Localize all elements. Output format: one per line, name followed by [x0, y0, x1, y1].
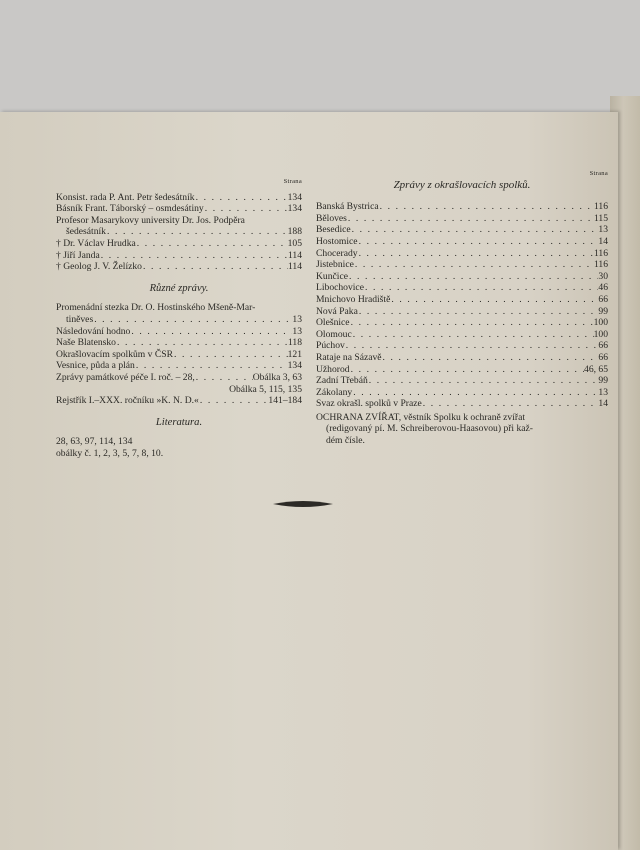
list-item: Svaz okrašl. spolků v Praze . . . 14	[316, 398, 608, 410]
list-item: Púchov . . . 66	[316, 340, 608, 352]
list-item: Hostomice . . . 14	[316, 236, 608, 248]
list-item: Naše Blatensko . . . 118	[56, 337, 302, 349]
list-item: Užhorod . . . 46, 65	[316, 364, 608, 376]
list-item: Jistebnice . . . 116	[316, 259, 608, 271]
list-item: 28, 63, 97, 114, 134	[56, 436, 133, 448]
list-item: Zadní Třebáň . . . 99	[316, 375, 608, 387]
list-item: Kunčice . . . 30	[316, 271, 608, 283]
list-item: Chocerady . . . 116	[316, 248, 608, 260]
right-column	[316, 168, 608, 447]
section-heading-zpravy: Zprávy z okrašlovacích spolků.	[393, 178, 531, 191]
zpravy-list	[316, 201, 608, 410]
list-item: Následování hodno . . . 13	[56, 326, 302, 338]
background-surface	[0, 0, 640, 118]
list-item: Olešnice . . . 100	[316, 317, 608, 329]
list-item: Profesor Masarykovy university Dr. Jos. Podpěra šedesátník . . . 188	[56, 215, 302, 238]
ruzne-list	[56, 302, 302, 406]
list-item: † Geolog J. V. Želízko . . . 114	[56, 261, 302, 273]
list-item: Básník Frant. Táborský – osmdesátiny . . . 134	[56, 203, 302, 215]
list-item: Mnichovo Hradiště . . . 66	[316, 294, 608, 306]
list-item: † Jiří Janda . . . 114	[56, 250, 302, 262]
list-item: † Dr. Václav Hrudka . . . 105	[56, 238, 302, 250]
list-item: Rataje na Sázavě . . . 66	[316, 352, 608, 364]
list-item: Běloves . . . 115	[316, 213, 608, 225]
biography-list	[56, 192, 302, 273]
list-item: Promenádní stezka Dr. O. Hostinského Mšeně-Mar- tiněves . . . 13	[56, 302, 302, 325]
ochrana-paragraph: OCHRANA ZVÍŘAT, věstník Spolku k ochraně zvířat (redigovaný pí. M. Schreiberovou-Haasovou) při kaž- dém čísle.	[316, 411, 534, 447]
list-item: Nová Paka . . . 99	[316, 306, 608, 318]
page-column-label: Strana	[589, 170, 608, 177]
left-column	[56, 176, 302, 459]
list-item: Zákolany . . . 13	[316, 387, 608, 399]
section-heading-literatura: Literatura.	[155, 416, 203, 428]
literatura-list	[56, 436, 302, 459]
list-item: Konsist. rada P. Ant. Petr šedesátník . . . 134	[56, 192, 302, 204]
list-item: Besedice . . . 13	[316, 224, 608, 236]
end-ornament	[272, 497, 334, 511]
list-item: Zprávy památkové péče I. roč. – 28, . . . Obálka 3, 63 Obálka 5, 115, 135	[56, 372, 302, 395]
list-item: Okrašlovacím spolkům v ČSR . . . 121	[56, 349, 302, 361]
list-item: Banská Bystrica . . . 116	[316, 201, 608, 213]
list-item: Libochovice . . . 46	[316, 282, 608, 294]
section-heading-ruzne: Různé zprávy.	[149, 282, 209, 294]
list-item: Olomouc . . . 100	[316, 329, 608, 341]
list-item: obálky č. 1, 2, 3, 5, 7, 8, 10.	[56, 447, 164, 459]
list-item: Rejstřík I.–XXX. ročníku »K. N. D.« . . . 141–184	[56, 395, 302, 407]
list-item: Vesnice, půda a plán . . . 134	[56, 360, 302, 372]
page-column-label: Strana	[283, 178, 302, 185]
